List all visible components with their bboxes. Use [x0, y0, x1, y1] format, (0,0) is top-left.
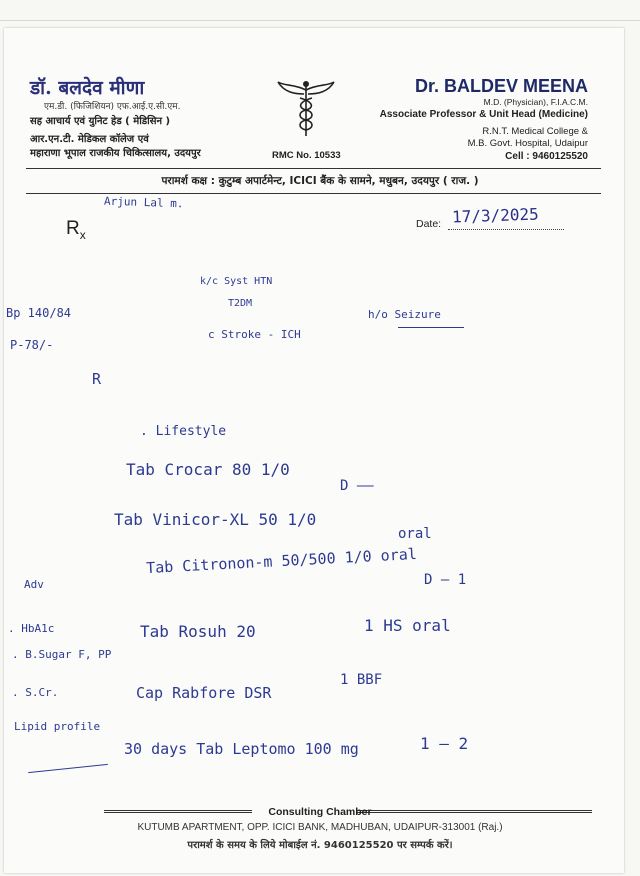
scan-top-edge [0, 20, 640, 21]
hospital-hindi: महाराणा भूपाल राजकीय चिकित्सालय, उदयपुर [30, 148, 201, 159]
rx-symbol [66, 218, 86, 242]
investigation-item: . HbA1c [8, 622, 55, 635]
doctor-name-english: Dr. BALDEV MEENA [414, 76, 588, 96]
cell-number: Cell : 9460125520 [505, 151, 588, 162]
vital-pulse: P-78/- [10, 338, 54, 352]
history-underline [398, 327, 464, 328]
vital-note: R [92, 370, 102, 388]
med-dose: oral [398, 526, 432, 542]
college-hindi: आर.एन.टी. मेडिकल कॉलेज एवं [30, 134, 149, 145]
rx-letter: R [66, 218, 80, 239]
investigation-item: . S.Cr. [12, 686, 59, 699]
date-label: Date: [416, 218, 442, 230]
rmc-number: RMC No. 10533 [272, 150, 341, 161]
med-dose: 1 BBF [340, 672, 383, 688]
med-line: 30 days Tab Leptomo 100 mg [124, 740, 359, 758]
investigation-item: . B.Sugar F, PP [12, 648, 112, 661]
degrees-hindi: एम.डी. (फिजिशियन) एफ.आई.ए.सी.एम. [44, 102, 181, 112]
vital-bp: Bp 140/84 [6, 306, 72, 320]
med-dose: D — 1 [424, 572, 467, 588]
designation-hindi: सह आचार्य एवं युनिट हेड ( मेडिसिन ) [30, 116, 171, 127]
date-underline [448, 229, 564, 230]
med-line: Tab Citronon-m 50/500 1/0 oral [145, 544, 418, 578]
hospital-english: M.B. Govt. Hospital, Udaipur [467, 138, 588, 149]
history-line: T2DM [228, 298, 253, 309]
med-dose: 1 HS oral [364, 616, 451, 635]
caduceus-icon [276, 76, 336, 138]
designation-english: Associate Professor & Unit Head (Medicine) [379, 109, 588, 120]
degrees-english: M.D. (Physician), F.I.A.C.M. [483, 97, 588, 107]
patient-name: Arjun Lal m. [103, 194, 184, 211]
footer-address: KUTUMB APARTMENT, OPP. ICICI BANK, MADHUBAN, UDAIPUR-313001 (Raj.) [137, 822, 503, 833]
header-rule-bottom [26, 193, 601, 194]
advice-heading: . Lifestyle [140, 424, 227, 439]
footer-contact: परामर्श के समय के लिये मोबाईल नं. 9460125520 पर सम्पर्क करें। [187, 840, 453, 851]
history-line: h/o Seizure [368, 308, 441, 321]
med-line: Cap Rabfore DSR [136, 684, 272, 702]
date-value: 17/3/2025 [451, 204, 540, 227]
investigation-item: Lipid profile [14, 720, 101, 733]
college-english: R.N.T. Medical College & [482, 126, 588, 137]
med-dose: D —— [340, 478, 374, 494]
doctor-name-hindi: डॉ. बलदेव मीणा [30, 77, 145, 99]
rx-subscript: x [79, 227, 86, 242]
history-line: k/c Syst HTN [200, 276, 273, 287]
history-line: c Stroke - ICH [208, 328, 301, 341]
footer-title: Consulting Chamber [268, 806, 372, 818]
investigation-item: Adv [24, 578, 44, 591]
header-rule-top [26, 168, 601, 169]
med-line: Tab Rosuh 20 [140, 622, 256, 641]
med-dose: 1 — 2 [420, 734, 469, 753]
consult-address-hindi: परामर्श कक्ष : कुटुम्ब अपार्टमेन्ट, ICICI बैंक के सामने, मधुबन, उदयपुर ( राज. ) [161, 175, 479, 187]
med-line: Tab Crocar 80 1/0 [126, 460, 290, 479]
med-line: Tab Vinicor-XL 50 1/0 [114, 510, 317, 529]
